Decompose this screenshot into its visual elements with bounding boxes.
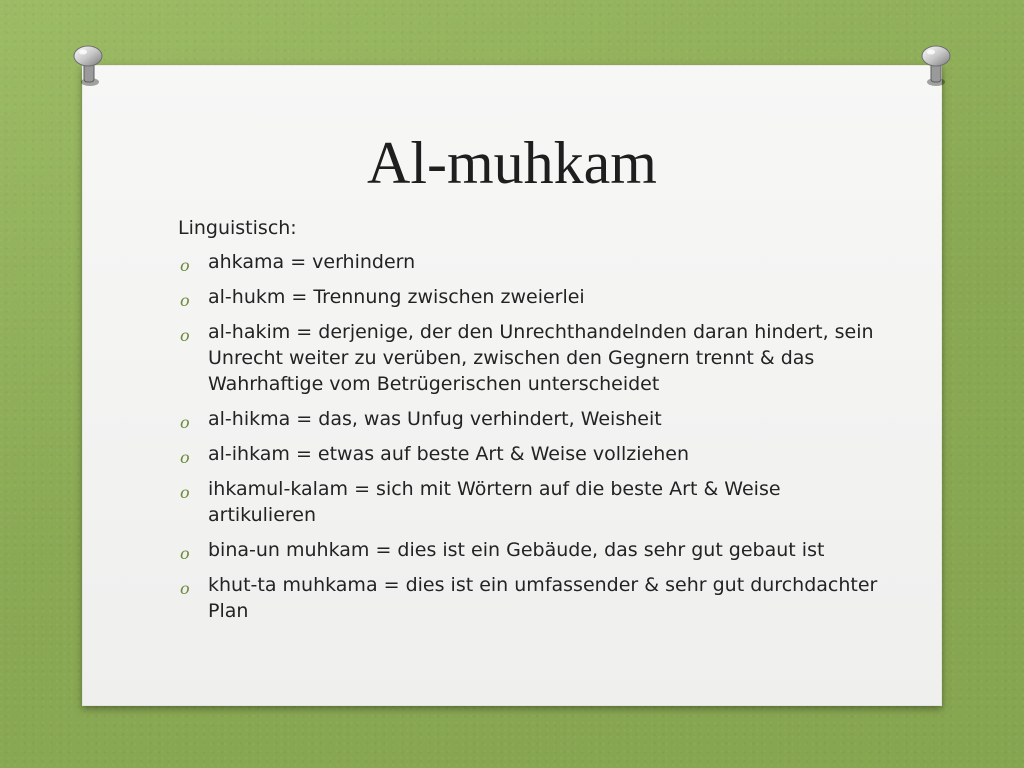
list-item <box>178 249 878 275</box>
bullet-text: al-hakim = derjenige, der den Unrechthandelnden daran hindert, sein Unrecht weiter zu verüben, zwischen den Gegnern trennt & das Wahrhaftige vom Betrügerischen unterscheidet <box>208 321 874 395</box>
list-item <box>178 406 878 432</box>
intro-label: Linguistisch: <box>178 217 297 239</box>
bullet-text: ihkamul-kalam = sich mit Wörtern auf die beste Art & Weise artikulieren <box>208 478 781 526</box>
list-item <box>178 284 878 310</box>
circle-bullet-icon: o <box>180 579 190 598</box>
bullet-text: ahkama = verhindern <box>208 251 416 273</box>
bullet-list <box>178 249 878 624</box>
circle-bullet-icon: o <box>180 326 190 345</box>
circle-bullet-icon: o <box>180 483 190 502</box>
pushpin-left-icon <box>68 42 108 90</box>
circle-bullet-icon: o <box>180 256 190 275</box>
slide-card <box>82 65 942 706</box>
list-item <box>178 441 878 467</box>
list-item <box>178 537 878 563</box>
circle-bullet-icon: o <box>180 544 190 563</box>
pushpin-right-icon <box>916 42 956 90</box>
bullet-text: al-hikma = das, was Unfug verhindert, Weisheit <box>208 408 662 430</box>
list-item <box>178 476 878 528</box>
slide-title: Al-muhkam <box>367 130 657 196</box>
slide-content <box>178 215 878 633</box>
circle-bullet-icon: o <box>180 413 190 432</box>
circle-bullet-icon: o <box>180 448 190 467</box>
bullet-text: al-ihkam = etwas auf beste Art & Weise vollziehen <box>208 443 689 465</box>
bullet-text: al-hukm = Trennung zwischen zweierlei <box>208 286 585 308</box>
bullet-text: bina-un muhkam = dies ist ein Gebäude, das sehr gut gebaut ist <box>208 539 825 561</box>
list-item <box>178 572 878 624</box>
bullet-text: khut-ta muhkama = dies ist ein umfassender & sehr gut durchdachter Plan <box>208 574 878 622</box>
circle-bullet-icon: o <box>180 291 190 310</box>
list-item <box>178 319 878 397</box>
